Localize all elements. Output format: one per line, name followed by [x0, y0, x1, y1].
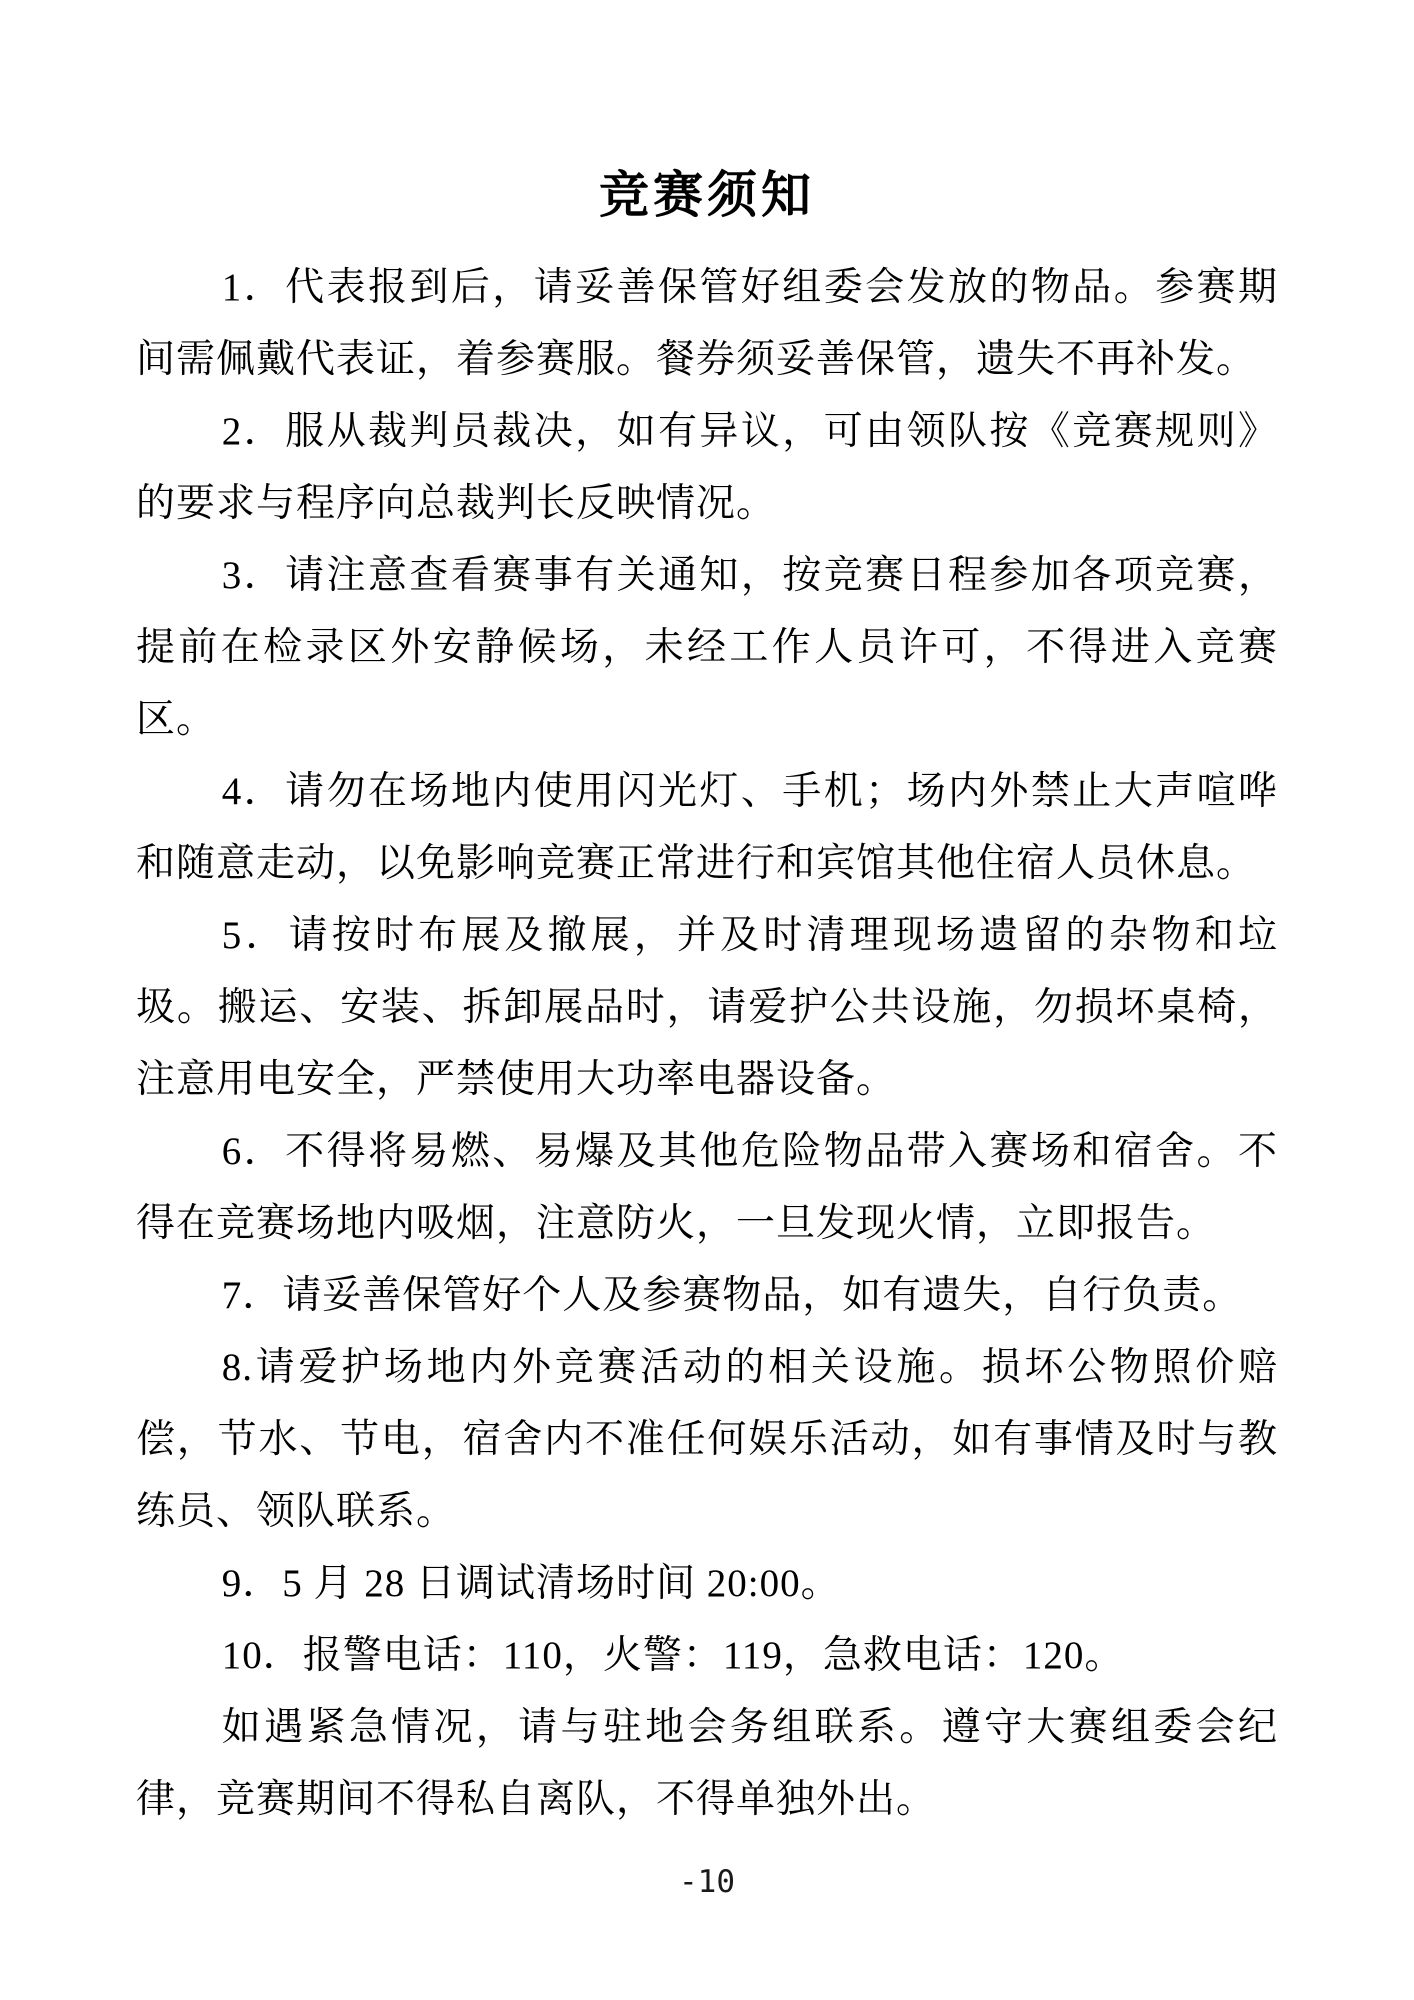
page-title: 竞赛须知: [599, 167, 815, 223]
notice-item-10: 10．报警电话：110，火警：119，急救电话：120。: [221, 1634, 1125, 1677]
notice-item-7: 7．请妥善保管好个人及参赛物品，如有遗失，自行负责。: [221, 1274, 1243, 1317]
notice-item-4: 4．请勿在场地内使用闪光灯、手机；场内外禁止大声喧哗和随意走动，以免影响竞赛正常进行和宾馆其他住宿人员休息。: [136, 770, 1278, 885]
notice-item-9: 9．5 月 28 日调试清场时间 20:00。: [221, 1562, 841, 1605]
notice-item-2: 2．服从裁判员裁决，如有异议，可由领队按《竞赛规则》的要求与程序向总裁判长反映情况。: [136, 410, 1278, 525]
notice-item-5: 5．请按时布展及撤展，并及时清理现场遗留的杂物和垃圾。搬运、安装、拆卸展品时，请爱护公共设施，勿损坏桌椅，注意用电安全，严禁使用大功率电器设备。: [136, 914, 1278, 1101]
notice-item-6: 6．不得将易燃、易爆及其他危险物品带入赛场和宿舍。不得在竞赛场地内吸烟，注意防火，一旦发现火情，立即报告。: [136, 1130, 1278, 1245]
closing-paragraph: 如遇紧急情况，请与驻地会务组联系。遵守大赛组委会纪律，竞赛期间不得私自离队，不得单独外出。: [136, 1706, 1278, 1821]
notice-item-3: 3．请注意查看赛事有关通知，按竞赛日程参加各项竞赛，提前在检录区外安静候场，未经工作人员许可，不得进入竞赛区。: [136, 554, 1278, 741]
page-number: -10: [679, 1864, 735, 1900]
notice-item-1: 1．代表报到后，请妥善保管好组委会发放的物品。参赛期间需佩戴代表证，着参赛服。餐券须妥善保管，遗失不再补发。: [136, 266, 1278, 381]
notice-item-8: 8.请爱护场地内外竞赛活动的相关设施。损坏公物照价赔偿，节水、节电，宿舍内不准任何娱乐活动，如有事情及时与教练员、领队联系。: [136, 1346, 1278, 1533]
notice-body: [136, 252, 1278, 1836]
